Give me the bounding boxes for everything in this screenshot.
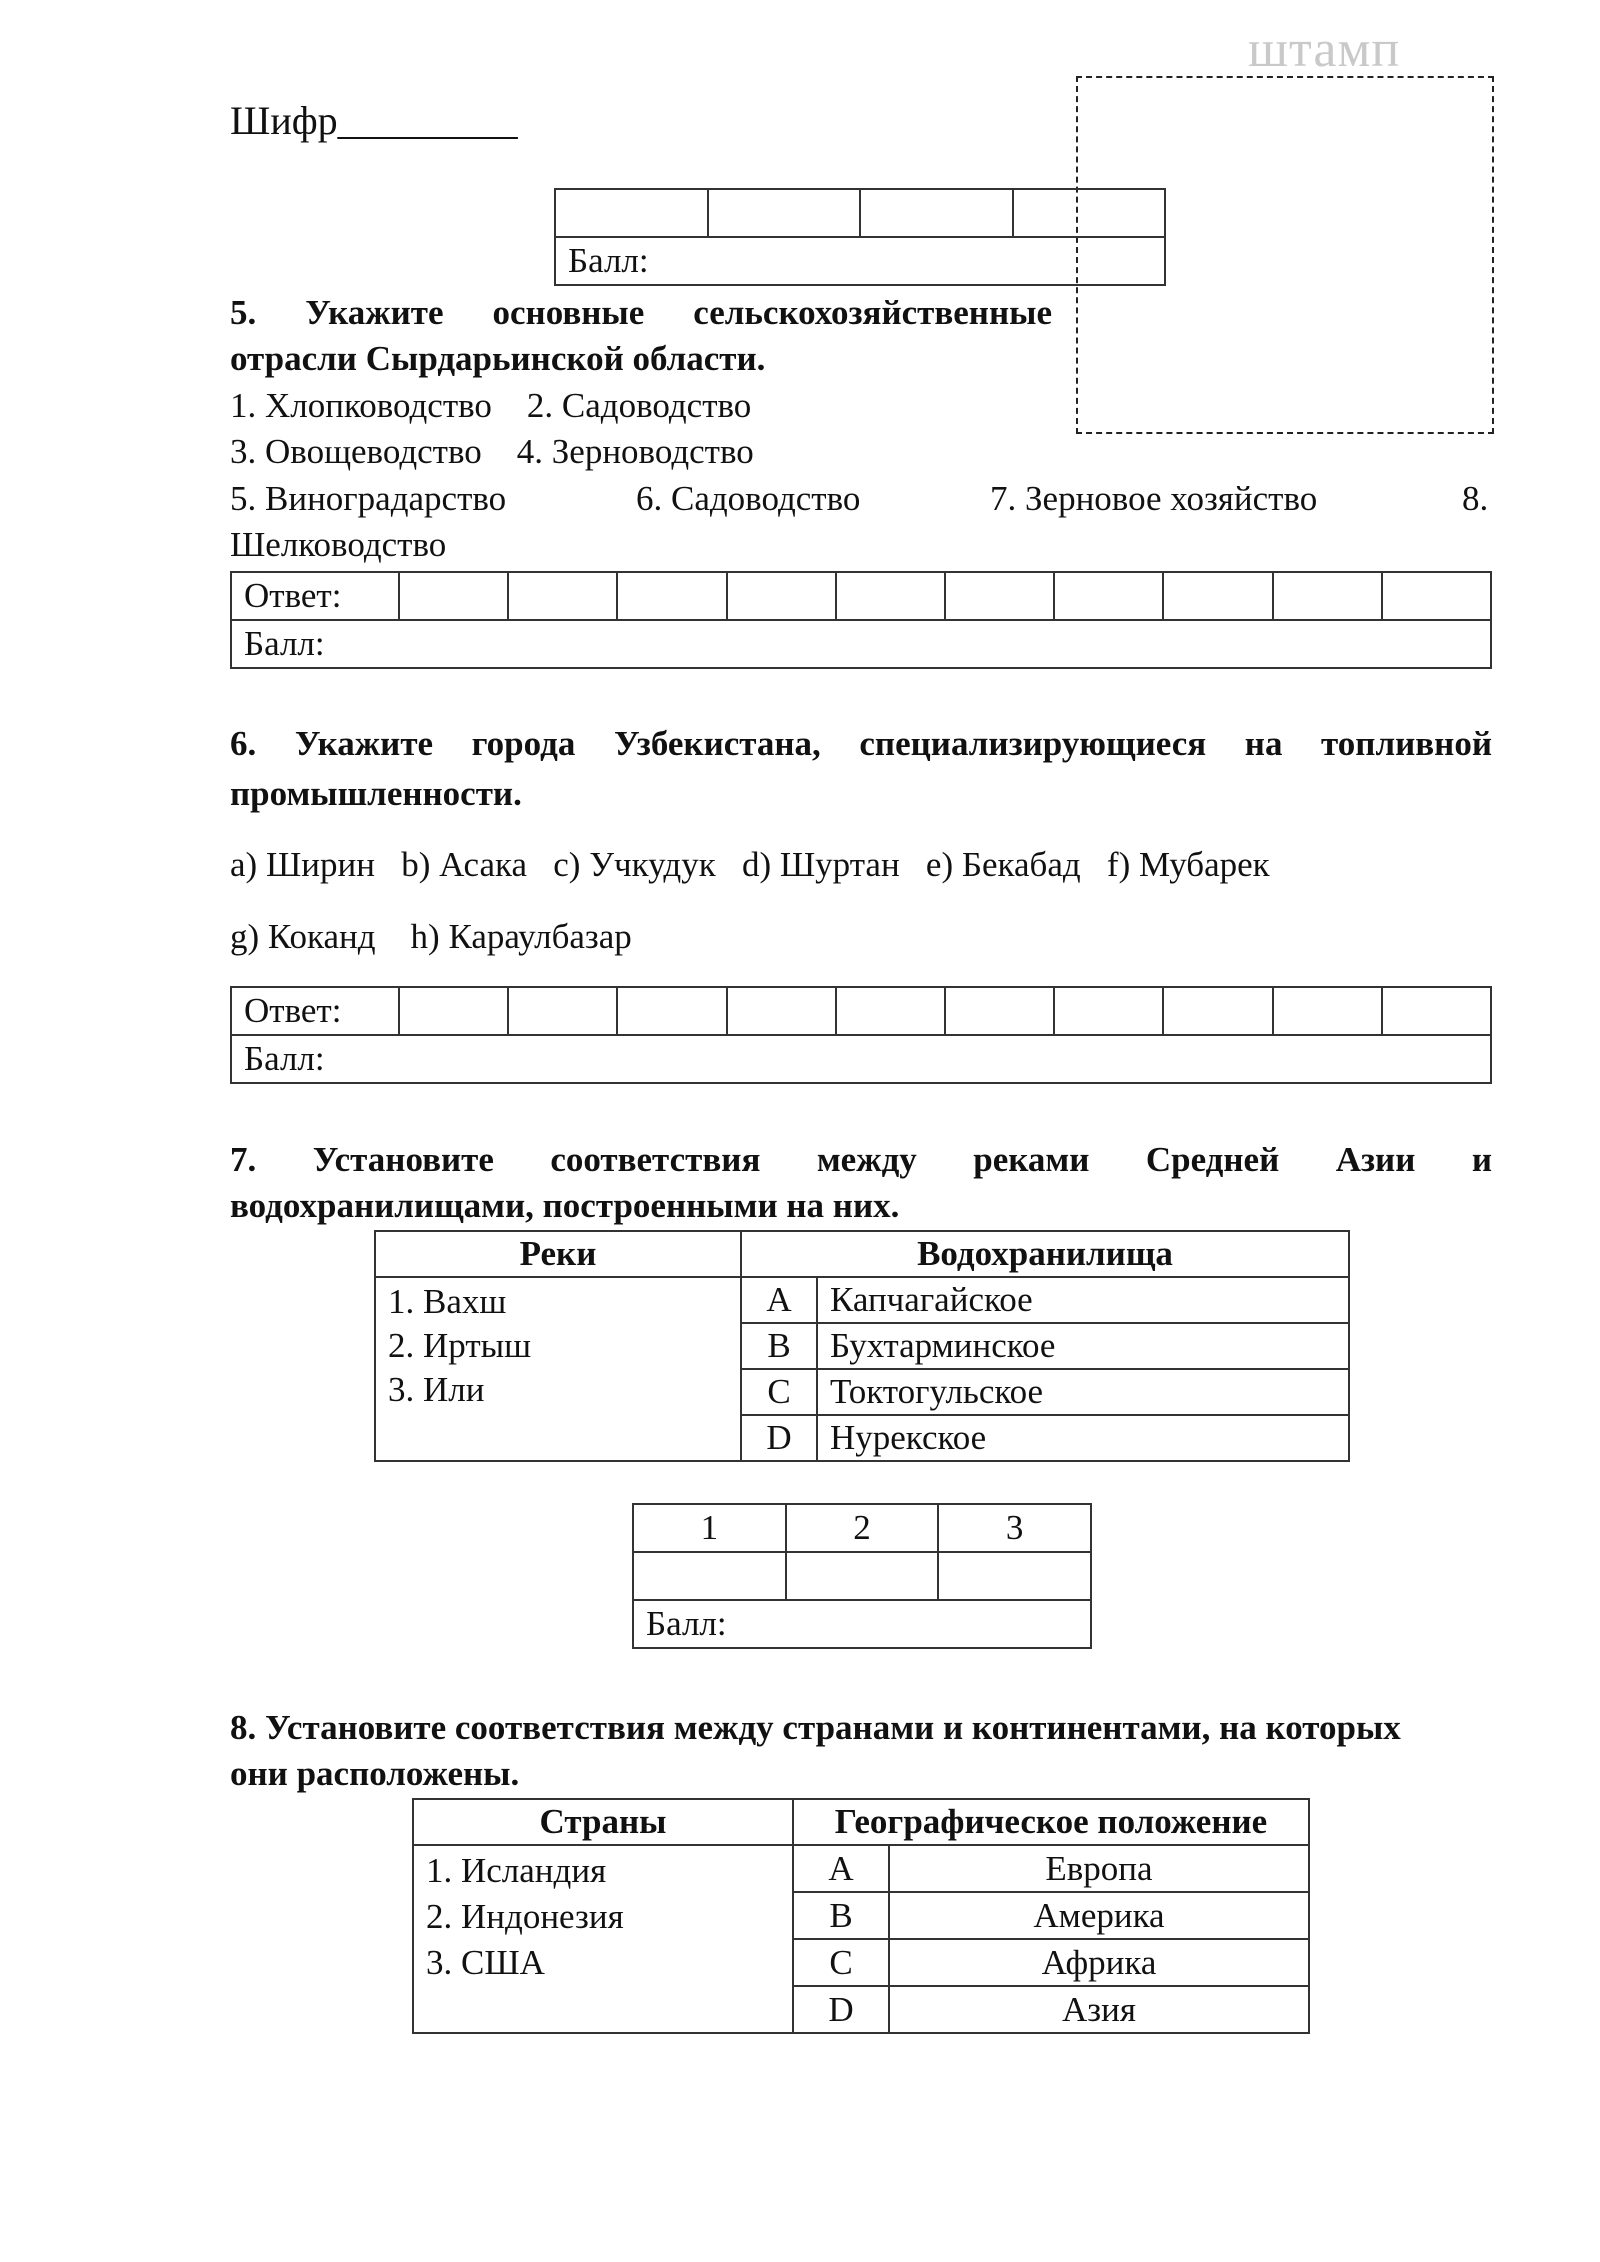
q5-title-line1: 5. Укажите основные сельскохозяйственные: [230, 293, 1052, 332]
top-score-cell[interactable]: [860, 189, 1013, 237]
q7-rivers-list: [375, 1277, 741, 1461]
q5-title-line2: отрасли Сырдарьинской области.: [230, 339, 766, 378]
q8-continent-name: Европа: [889, 1845, 1309, 1892]
q8-country: 3. США: [426, 1943, 545, 1982]
answer-cell[interactable]: [945, 572, 1054, 620]
q7-river: 1. Вахш: [388, 1282, 507, 1321]
q5-option-8-text: Шелководство: [230, 525, 447, 564]
q7-answer-cell[interactable]: [938, 1552, 1091, 1600]
q8-continent-name: Америка: [889, 1892, 1309, 1939]
q7-answer-col: 3: [938, 1504, 1091, 1552]
answer-label: Ответ:: [231, 987, 399, 1035]
q7-river: 2. Иртыш: [388, 1326, 532, 1365]
q8-col-geo: Географическое положение: [793, 1799, 1309, 1845]
answer-cell[interactable]: [1382, 987, 1491, 1035]
answer-cell[interactable]: [399, 987, 508, 1035]
q5-option-7: 7. Зерновое хозяйство: [990, 479, 1318, 518]
q8-continent-name: Азия: [889, 1986, 1309, 2033]
answer-cell[interactable]: [1273, 572, 1382, 620]
q7-reservoir-key: C: [741, 1369, 817, 1415]
q8-continent-key: B: [793, 1892, 889, 1939]
q6-title-line2: промышленности.: [230, 774, 522, 813]
q5-score-label[interactable]: Балл:: [231, 620, 1491, 668]
answer-cell[interactable]: [836, 987, 945, 1035]
answer-cell[interactable]: [617, 987, 726, 1035]
answer-cell[interactable]: [727, 572, 836, 620]
q8-title-line1: 8. Установите соответствия между странами и континентами, на которых: [230, 1708, 1401, 1747]
q7-col-reservoirs: Водохранилища: [741, 1231, 1349, 1277]
q7-reservoir-key: B: [741, 1323, 817, 1369]
q5-options-line1: 1. Хлопководство 2. Садоводство: [230, 386, 752, 425]
q8-col-countries: Страны: [413, 1799, 793, 1845]
q8-match-table: [412, 1798, 1310, 2034]
q7-reservoir-name: Нурекское: [817, 1415, 1349, 1461]
q7-score-label[interactable]: Балл:: [633, 1600, 1091, 1648]
top-score-table: [554, 188, 1166, 286]
q7-answer-table: [632, 1503, 1092, 1649]
q5-option-6: 6. Садоводство: [636, 479, 861, 518]
answer-cell[interactable]: [508, 572, 617, 620]
q7-river: 3. Или: [388, 1370, 485, 1409]
q7-reservoir-name: Бухтарминское: [817, 1323, 1349, 1369]
q6-options-line2: g) Коканд h) Караулбазар: [230, 917, 632, 956]
cipher-field[interactable]: Шифр_________: [230, 98, 518, 143]
q7-title-line2: водохранилищами, построенными на них.: [230, 1186, 900, 1225]
q8-country: 1. Исландия: [426, 1851, 607, 1890]
q6-answer-table: [230, 986, 1492, 1084]
q5-options-line2: 3. Овощеводство 4. Зерноводство: [230, 432, 754, 471]
answer-cell[interactable]: [1054, 987, 1163, 1035]
q6-options-line1: a) Ширин b) Асака c) Учкудук d) Шуртан e) Бекабад f) Мубарек: [230, 845, 1270, 884]
q8-continent-key: D: [793, 1986, 889, 2033]
q7-reservoir-key: A: [741, 1277, 817, 1323]
q7-match-table: [374, 1230, 1350, 1462]
answer-cell[interactable]: [1273, 987, 1382, 1035]
answer-label: Ответ:: [231, 572, 399, 620]
q7-title-line1: 7. Установите соответствия между реками Средней Азии и: [230, 1140, 1492, 1179]
answer-cell[interactable]: [727, 987, 836, 1035]
q7-answer-cell[interactable]: [786, 1552, 939, 1600]
q5-option-8-number: 8.: [1462, 479, 1489, 518]
q8-country: 2. Индонезия: [426, 1897, 624, 1936]
q7-reservoir-key: D: [741, 1415, 817, 1461]
q7-answer-cell[interactable]: [633, 1552, 786, 1600]
q8-countries-list: [413, 1845, 793, 2033]
answer-cell[interactable]: [1054, 572, 1163, 620]
top-score-label[interactable]: Балл:: [555, 237, 1165, 285]
answer-cell[interactable]: [1163, 987, 1272, 1035]
q8-continent-key: A: [793, 1845, 889, 1892]
answer-cell[interactable]: [1382, 572, 1491, 620]
q7-answer-col: 2: [786, 1504, 939, 1552]
q7-answer-col: 1: [633, 1504, 786, 1552]
q6-score-label[interactable]: Балл:: [231, 1035, 1491, 1083]
top-score-cell[interactable]: [1013, 189, 1166, 237]
q7-reservoir-name: Капчагайское: [817, 1277, 1349, 1323]
q8-title-line2: они расположены.: [230, 1754, 520, 1793]
q8-continent-key: C: [793, 1939, 889, 1986]
q7-reservoir-name: Токтогульское: [817, 1369, 1349, 1415]
top-score-cell[interactable]: [555, 189, 708, 237]
q5-option-5: 5. Виноградарство: [230, 479, 507, 518]
answer-cell[interactable]: [617, 572, 726, 620]
q8-continent-name: Африка: [889, 1939, 1309, 1986]
top-score-cell[interactable]: [708, 189, 861, 237]
answer-cell[interactable]: [1163, 572, 1272, 620]
answer-cell[interactable]: [508, 987, 617, 1035]
stamp-label: штамп: [1248, 21, 1401, 78]
answer-cell[interactable]: [945, 987, 1054, 1035]
q7-col-rivers: Реки: [375, 1231, 741, 1277]
q6-title-line1: 6. Укажите города Узбекистана, специализирующиеся на топливной: [230, 724, 1492, 763]
answer-cell[interactable]: [836, 572, 945, 620]
q5-answer-table: [230, 571, 1492, 669]
answer-cell[interactable]: [399, 572, 508, 620]
